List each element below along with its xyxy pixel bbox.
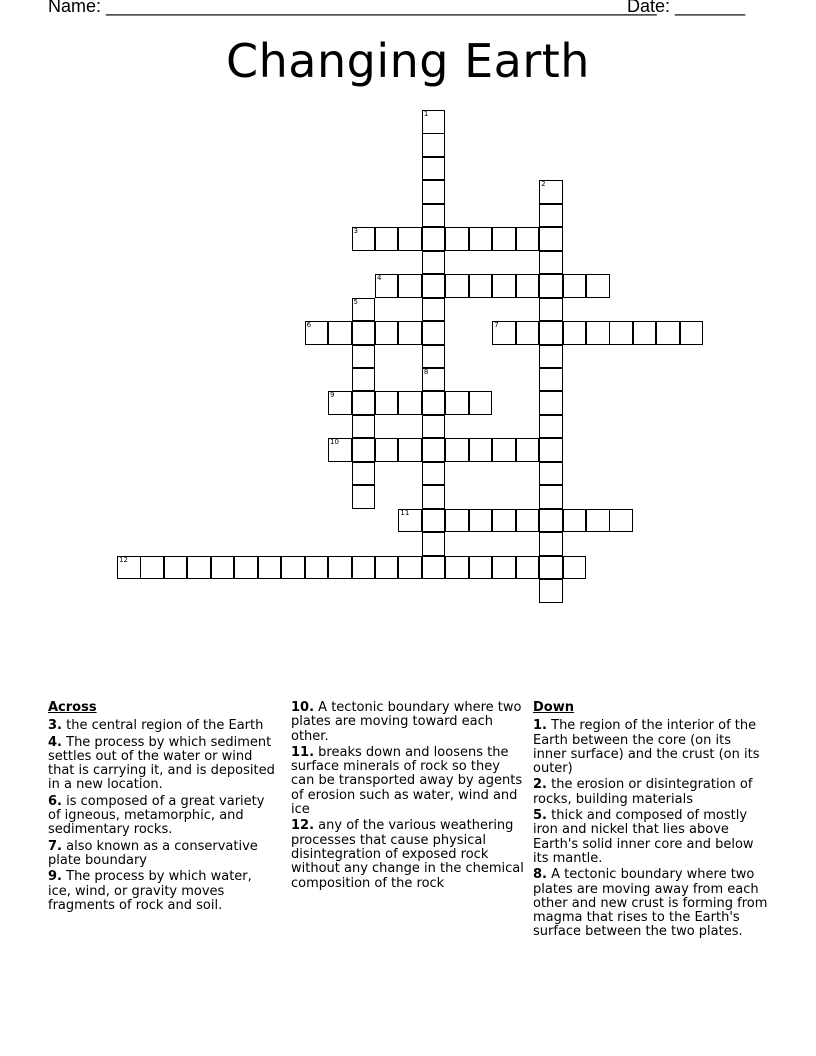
crossword-cell[interactable] [586,321,610,345]
clue-across-7: 7. also known as a conservative plate boundary [48,838,258,868]
crossword-cell[interactable] [469,438,493,462]
crossword-cell[interactable] [539,415,563,439]
crossword-cell[interactable] [422,462,446,486]
crossword-cell[interactable] [563,321,587,345]
crossword-cell[interactable] [539,345,563,369]
crossword-cell[interactable] [539,180,563,204]
crossword-cell[interactable] [445,391,469,415]
crossword-cell[interactable] [305,556,329,580]
crossword-cell[interactable] [422,438,446,462]
clue-down-1: 1. The region of the interior of the Earth between the core (on its inner surface) and the crust (on its outer) [533,718,760,777]
crossword-cell[interactable] [422,391,446,415]
clue-number-label: 9 [330,391,335,400]
crossword-cell[interactable] [469,556,493,580]
crossword-cell[interactable] [422,485,446,509]
crossword-cell[interactable] [539,579,563,603]
clue-number-label: 6 [306,321,312,330]
name-field[interactable]: Name: _______________________________________________________ [48,0,657,16]
crossword-cell[interactable] [492,438,516,462]
crossword-cell[interactable] [539,204,563,228]
crossword-cell[interactable] [398,509,422,533]
crossword-cell[interactable] [539,556,563,580]
down-clues-column [533,701,768,942]
crossword-cell[interactable] [375,321,399,345]
crossword-cell[interactable] [469,274,493,298]
crossword-cell[interactable] [422,274,446,298]
crossword-cell[interactable] [445,274,469,298]
clue-across-12: 12. any of the various weathering processes that cause physical disintegration of exposed rock without any change in the chemical composition of the rock [291,818,524,891]
crossword-cell[interactable] [539,532,563,556]
crossword-cell[interactable] [422,298,446,322]
date-field[interactable]: Date: _______ [627,0,746,16]
crossword-cell[interactable] [422,227,446,251]
crossword-cell[interactable] [305,321,329,345]
crossword-cell[interactable] [563,556,587,580]
crossword-cell[interactable] [352,415,376,439]
crossword-cell[interactable] [609,321,633,345]
crossword-cell[interactable] [492,556,516,580]
crossword-cell[interactable] [422,415,446,439]
crossword-cell[interactable] [422,532,446,556]
clue-number-label: 2 [541,180,546,189]
clue-down-8: 8. A tectonic boundary where two plates are moving away from each other and new crust is forming from magma that rises to the Earth's surface between the two plates. [533,867,768,940]
crossword-cell[interactable] [563,509,587,533]
crossword-cell[interactable] [422,133,446,157]
crossword-cell[interactable] [352,227,376,251]
crossword-cell[interactable] [117,556,141,580]
crossword-cell[interactable] [328,438,352,462]
crossword-cell[interactable] [539,227,563,251]
crossword-cell[interactable] [516,556,540,580]
crossword-cell[interactable] [539,368,563,392]
crossword-cell[interactable] [445,438,469,462]
crossword-cell[interactable] [422,345,446,369]
crossword-cell[interactable] [398,227,422,251]
crossword-cell[interactable] [539,321,563,345]
crossword-cell[interactable] [352,321,376,345]
crossword-cell[interactable] [352,298,376,322]
crossword-cell[interactable] [422,556,446,580]
crossword-cell[interactable] [469,509,493,533]
clue-down-5: 5. thick and composed of mostly iron and nickel that lies above Earth's solid inner core and below its mantle. [533,808,754,866]
crossword-cell[interactable] [586,274,610,298]
crossword-cell[interactable] [352,462,376,486]
crossword-cell[interactable] [398,391,422,415]
crossword-cell[interactable] [375,438,399,462]
crossword-cell[interactable] [516,274,540,298]
crossword-cell[interactable] [539,391,563,415]
crossword-cell[interactable] [422,157,446,181]
crossword-cell[interactable] [539,485,563,509]
crossword-cell[interactable] [445,509,469,533]
clue-number-label: 11 [400,508,410,517]
crossword-cell[interactable] [633,321,657,345]
crossword-cell[interactable] [375,391,399,415]
clue-number-label: 1 [423,110,429,118]
across-clues-column-1 [48,701,278,915]
crossword-cell[interactable] [469,227,493,251]
crossword-cell[interactable] [563,274,587,298]
crossword-cell[interactable] [516,438,540,462]
crossword-cell[interactable] [258,556,282,580]
crossword-cell[interactable] [539,438,563,462]
crossword-cell[interactable] [398,556,422,580]
crossword-cell[interactable] [422,110,446,134]
crossword-cell[interactable] [352,345,376,369]
crossword-cell[interactable] [680,321,704,345]
crossword-cell[interactable] [539,298,563,322]
clue-number-label: 3 [353,227,358,236]
crossword-cell[interactable] [586,509,610,533]
crossword-cell[interactable] [375,227,399,251]
crossword-cell[interactable] [328,556,352,580]
crossword-cell[interactable] [352,485,376,509]
crossword-cell[interactable] [516,321,540,345]
clue-number-label: 4 [376,274,382,283]
crossword-cell[interactable] [164,556,188,580]
crossword-cell[interactable] [422,180,446,204]
clue-across-10: 10. A tectonic boundary where two plates are moving toward each other. [291,700,522,744]
crossword-cell[interactable] [398,321,422,345]
clue-across-11: 11. breaks down and loosens the surface minerals of rock so they can be transported away by agents of erosion such as water, wind and ice [291,744,523,818]
crossword-cell[interactable] [539,251,563,275]
clue-across-9: 9. The process by which water, ice, wind, or gravity moves fragments of rock and soil. [48,869,252,913]
crossword-cell[interactable] [140,556,164,580]
clue-across-6: 6. is composed of a great variety of igneous, metamorphic, and sedimentary rocks. [48,793,265,838]
crossword-cell[interactable] [492,274,516,298]
crossword-cell[interactable] [352,368,376,392]
crossword-cell[interactable] [375,274,399,298]
crossword-cell[interactable] [539,274,563,298]
crossword-cell[interactable] [211,556,235,580]
crossword-cell[interactable] [281,556,305,580]
crossword-cell[interactable] [328,321,352,345]
page-title: Changing Earth [226,34,590,88]
crossword-cell[interactable] [539,462,563,486]
crossword-cell[interactable] [469,391,493,415]
crossword-cell[interactable] [445,556,469,580]
crossword-cell[interactable] [539,509,563,533]
across-heading: Across [48,700,97,715]
crossword-cell[interactable] [422,204,446,228]
crossword-cell[interactable] [422,321,446,345]
crossword-cell[interactable] [352,556,376,580]
crossword-cell[interactable] [656,321,680,345]
clue-number-label: 12 [119,555,128,564]
crossword-cell[interactable] [492,509,516,533]
crossword-cell[interactable] [422,509,446,533]
clue-across-4: 4. The process by which sediment settles out of the water or wind that is carrying it, and is deposited in a new location. [48,734,275,793]
crossword-cell[interactable] [609,509,633,533]
crossword-cell[interactable] [328,391,352,415]
crossword-cell[interactable] [445,227,469,251]
clue-number-label: 5 [353,297,358,306]
crossword-cell[interactable] [492,227,516,251]
crossword-cell[interactable] [422,251,446,275]
crossword-cell[interactable] [492,321,516,345]
across-clues-column-2 [291,701,526,893]
crossword-cell[interactable] [398,438,422,462]
clue-number-label: 8 [423,367,429,376]
clue-number-label: 7 [494,321,499,330]
crossword-cell[interactable] [516,227,540,251]
crossword-cell[interactable] [187,556,211,580]
crossword-cell[interactable] [422,368,446,392]
crossword-cell[interactable] [352,391,376,415]
crossword-cell[interactable] [375,556,399,580]
clue-number-label: 10 [330,438,339,447]
crossword-cell[interactable] [234,556,258,580]
down-heading: Down [533,700,574,715]
clue-across-3: 3. the central region of the Earth [48,718,264,734]
crossword-cell[interactable] [398,274,422,298]
clue-down-2: 2. the erosion or disintegration of rocks, building materials [533,777,753,807]
crossword-cell[interactable] [516,509,540,533]
crossword-cell[interactable] [352,438,376,462]
